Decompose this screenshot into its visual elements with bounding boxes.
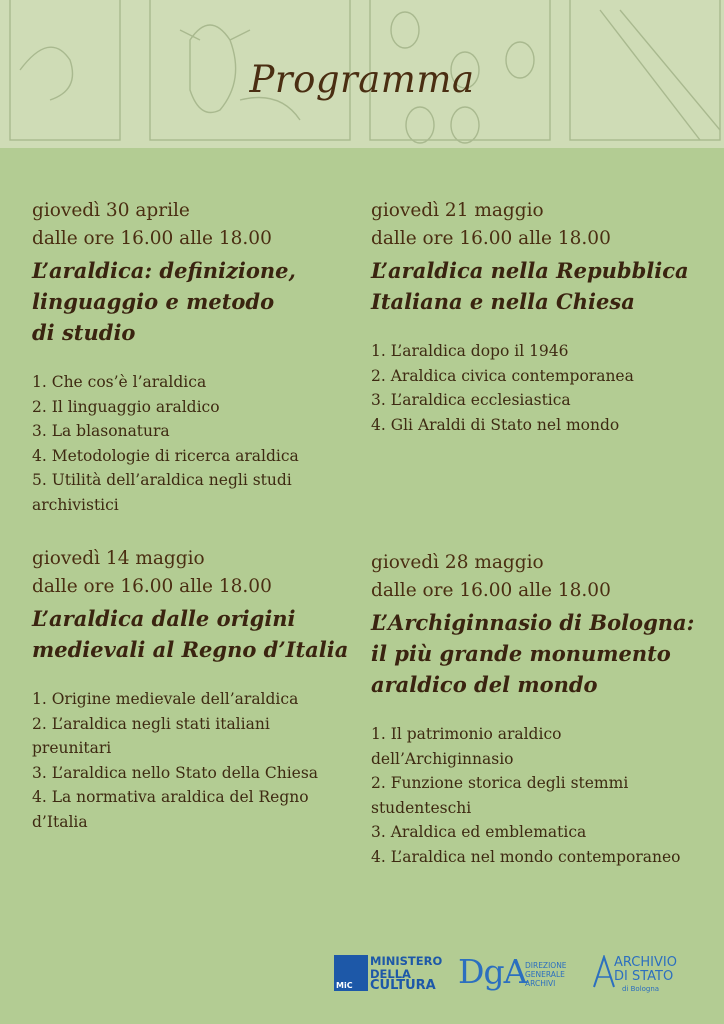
topic-item: preunitari: [32, 739, 112, 757]
heading-line: di studio: [32, 320, 136, 345]
topic-item: studenteschi: [371, 798, 472, 817]
topic-item: archivistici: [32, 495, 119, 514]
archivio-stato-logo-text: [614, 956, 677, 997]
dga-logo-text: [525, 961, 567, 988]
topic-item: 4. Gli Araldi di Stato nel mondo: [371, 415, 620, 434]
logo-line: ARCHIVIO: [614, 955, 677, 970]
heading-line: Italiana e nella Chiesa: [371, 289, 635, 314]
topic-item: 3. L’araldica nello Stato della Chiesa: [32, 763, 319, 782]
topic-item: 4. Metodologie di ricerca araldica: [32, 446, 299, 465]
session-hours: dalle ore 16.00 alle 18.00: [371, 580, 611, 601]
logo-line: DI STATO: [614, 968, 674, 984]
heading-line: L’araldica dalle origini: [32, 606, 296, 631]
topic-list: [371, 722, 701, 869]
logo-line: CULTURA: [370, 978, 436, 993]
session-card: [371, 197, 701, 437]
topic-item: 1. Che cos’è l’araldica: [32, 373, 207, 391]
logo-line: GENERALE: [525, 970, 565, 979]
session-hours: dalle ore 16.00 alle 18.00: [371, 228, 611, 249]
session-card: [32, 197, 362, 517]
session-hours: dalle ore 16.00 alle 18.00: [32, 576, 272, 597]
heading-line: linguaggio e metodo: [32, 289, 275, 314]
topic-item: 1. L’araldica dopo il 1946: [371, 342, 569, 360]
session-date: giovedì 30 aprile: [32, 200, 190, 221]
session-hours: dalle ore 16.00 alle 18.00: [32, 228, 272, 249]
heading-line: araldico del mondo: [371, 672, 598, 697]
session-heading: [32, 255, 362, 348]
dga-logo-mark: DgA: [458, 952, 527, 991]
logo-line: ARCHIVI: [525, 979, 556, 988]
session-heading: [371, 607, 701, 700]
topic-item: 3. L’araldica ecclesiastica: [371, 391, 571, 409]
page-title: Programma: [249, 58, 475, 101]
logo-line: DIREZIONE: [525, 961, 567, 970]
logo-line: DELLA: [370, 966, 411, 981]
topic-item: dell’Archiginnasio: [371, 749, 514, 768]
archivio-stato-logo-icon: [592, 955, 616, 989]
heading-line: medievali al Regno d’Italia: [32, 637, 349, 662]
topic-item: 4. La normativa araldica del Regno: [32, 788, 309, 806]
topic-list: [32, 370, 362, 517]
session-date: giovedì 21 maggio: [371, 200, 544, 221]
mic-badge-text: MiC: [336, 981, 353, 990]
topic-item: 1. Il patrimonio araldico: [371, 725, 562, 743]
topic-item: 2. Il linguaggio araldico: [32, 397, 220, 416]
topic-item: 2. L’araldica negli stati italiani: [32, 714, 270, 733]
topic-item: 3. La blasonatura: [32, 422, 170, 440]
topic-item: d’Italia: [32, 812, 88, 831]
ministero-cultura-logo-text: [370, 955, 442, 993]
topic-item: 3. Araldica ed emblematica: [371, 823, 587, 841]
session-heading: [371, 255, 701, 317]
topic-list: [32, 687, 362, 834]
heading-line: L’Archiginnasio di Bologna:: [371, 610, 695, 635]
topic-item: 2. Araldica civica contemporanea: [371, 366, 634, 385]
session-date: giovedì 28 maggio: [371, 552, 544, 573]
session-card: [32, 545, 362, 834]
session-date: giovedì 14 maggio: [32, 548, 205, 569]
topic-item: 4. L’araldica nel mondo contemporaneo: [371, 847, 681, 866]
session-heading: [32, 603, 362, 665]
topic-list: [371, 339, 701, 437]
topic-item: 2. Funzione storica degli stemmi: [371, 774, 629, 792]
session-card: [371, 549, 701, 869]
heading-line: L’araldica nella Repubblica: [371, 258, 689, 283]
topic-item: 1. Origine medievale dell’araldica: [32, 690, 299, 708]
topic-item: 5. Utilità dell’araldica negli studi: [32, 471, 292, 489]
logo-subline: di Bologna: [622, 985, 660, 993]
heading-line: L’araldica: definizione,: [32, 258, 296, 283]
heading-line: il più grande monumento: [371, 641, 671, 666]
logo-line: MINISTERO: [370, 954, 443, 968]
ministero-cultura-logo-icon: [334, 955, 368, 991]
